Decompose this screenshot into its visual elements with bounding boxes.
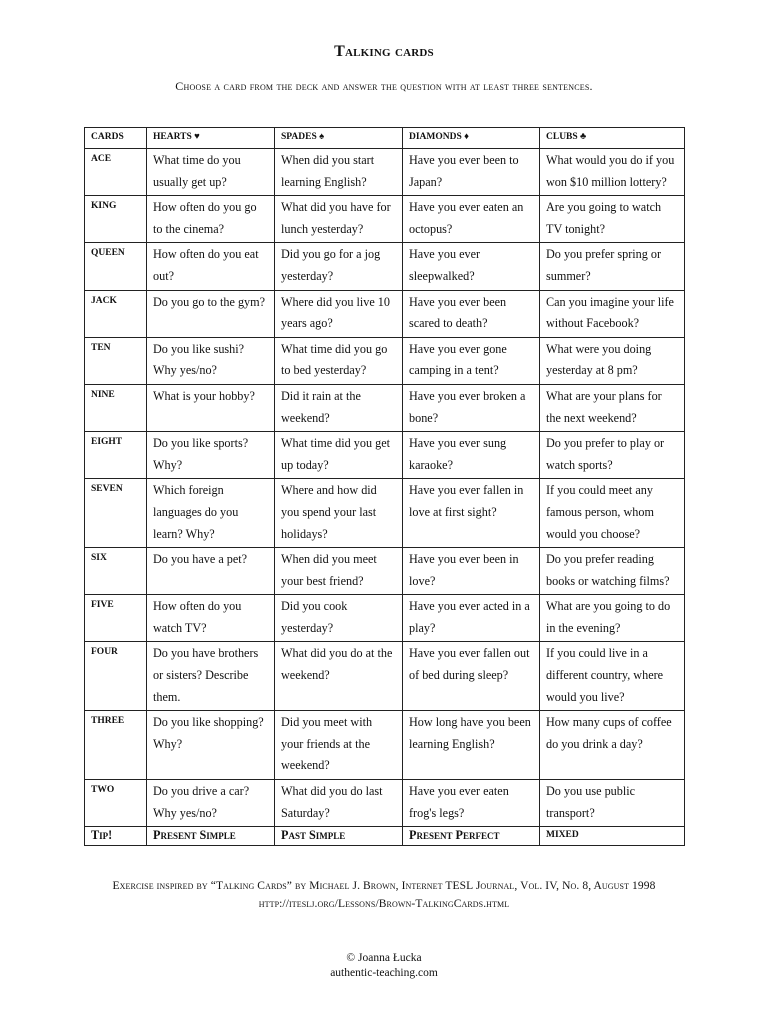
question-cell: Can you imagine your life without Facebook?	[540, 290, 685, 337]
talking-cards-table	[84, 127, 685, 846]
question-cell: How often do you eat out?	[147, 243, 275, 290]
rank-label: FOUR	[85, 642, 147, 711]
question-cell: What did you have for lunch yesterday?	[275, 196, 403, 243]
question-cell: Where and how did you spend your last holidays?	[275, 479, 403, 548]
question-cell: What were you doing yesterday at 8 pm?	[540, 337, 685, 384]
question-cell: Are you going to watch TV tonight?	[540, 196, 685, 243]
rank-label: KING	[85, 196, 147, 243]
question-cell: Do you have a pet?	[147, 548, 275, 595]
question-cell: Where did you live 10 years ago?	[275, 290, 403, 337]
table-row	[85, 642, 685, 711]
rank-label: EIGHT	[85, 432, 147, 479]
question-cell: Do you like shopping? Why?	[147, 711, 275, 780]
question-cell: What is your hobby?	[147, 384, 275, 431]
source-citation: Exercise inspired by “Talking Cards” by Michael J. Brown, Internet TESL Journal, Vol. IV, No. 8, August 1998	[112, 880, 656, 892]
tense-clubs: MIXED	[540, 827, 685, 846]
question-cell: Have you ever sleepwalked?	[403, 243, 540, 290]
question-cell: Do you like sports? Why?	[147, 432, 275, 479]
source-url: http://iteslj.org/Lessons/Brown-TalkingCards.html	[258, 898, 510, 910]
question-cell: What did you do at the weekend?	[275, 642, 403, 711]
rank-label: TWO	[85, 780, 147, 827]
question-cell: What time did you get up today?	[275, 432, 403, 479]
table-row	[85, 711, 685, 780]
instructions: Choose a card from the deck and answer the question with at least three sentences.	[175, 79, 593, 93]
table-row	[85, 149, 685, 196]
question-cell: When did you start learning English?	[275, 149, 403, 196]
header-spades: SPADES ♠	[275, 128, 403, 149]
table-row	[85, 337, 685, 384]
question-cell: What time did you go to bed yesterday?	[275, 337, 403, 384]
question-cell: Do you prefer to play or watch sports?	[540, 432, 685, 479]
rank-label: QUEEN	[85, 243, 147, 290]
tense-spades: Past Simple	[275, 827, 403, 846]
question-cell: Do you prefer spring or summer?	[540, 243, 685, 290]
question-cell: Which foreign languages do you learn? Why?	[147, 479, 275, 548]
rank-label: NINE	[85, 384, 147, 431]
table-row	[85, 196, 685, 243]
question-cell: Do you have brothers or sisters? Describe them.	[147, 642, 275, 711]
question-cell: What time do you usually get up?	[147, 149, 275, 196]
question-cell: Do you use public transport?	[540, 780, 685, 827]
question-cell: Have you ever fallen in love at first sight?	[403, 479, 540, 548]
rank-label: FIVE	[85, 595, 147, 642]
table-row	[85, 432, 685, 479]
question-cell: Do you go to the gym?	[147, 290, 275, 337]
question-cell: Have you ever acted in a play?	[403, 595, 540, 642]
rank-label: SIX	[85, 548, 147, 595]
question-cell: Did you meet with your friends at the weekend?	[275, 711, 403, 780]
question-cell: Did you cook yesterday?	[275, 595, 403, 642]
question-cell: Do you drive a car? Why yes/no?	[147, 780, 275, 827]
table-header-row	[85, 128, 685, 149]
header-hearts: HEARTS ♥	[147, 128, 275, 149]
table-row	[85, 290, 685, 337]
question-cell: Do you like sushi? Why yes/no?	[147, 337, 275, 384]
tense-diamonds: Present Perfect	[403, 827, 540, 846]
table-row	[85, 595, 685, 642]
table-row	[85, 780, 685, 827]
question-cell: How long have you been learning English?	[403, 711, 540, 780]
website: authentic-teaching.com	[330, 967, 438, 979]
question-cell: What would you do if you won $10 million lottery?	[540, 149, 685, 196]
rank-label: THREE	[85, 711, 147, 780]
question-cell: When did you meet your best friend?	[275, 548, 403, 595]
table-row	[85, 479, 685, 548]
page-title: Talking cards	[334, 43, 434, 60]
question-cell: Did it rain at the weekend?	[275, 384, 403, 431]
header-cards: CARDS	[85, 128, 147, 149]
question-cell: If you could live in a different country, where would you live?	[540, 642, 685, 711]
question-cell: Have you ever been in love?	[403, 548, 540, 595]
question-cell: Do you prefer reading books or watching films?	[540, 548, 685, 595]
rank-label: TEN	[85, 337, 147, 384]
rank-label: SEVEN	[85, 479, 147, 548]
question-cell: Have you ever eaten an octopus?	[403, 196, 540, 243]
question-cell: Have you ever sung karaoke?	[403, 432, 540, 479]
question-cell: What did you do last Saturday?	[275, 780, 403, 827]
question-cell: What are your plans for the next weekend?	[540, 384, 685, 431]
copyright: © Joanna Łucka	[346, 952, 422, 964]
tip-label: Tip!	[85, 827, 147, 846]
question-cell: Have you ever fallen out of bed during sleep?	[403, 642, 540, 711]
question-cell: Did you go for a jog yesterday?	[275, 243, 403, 290]
rank-label: JACK	[85, 290, 147, 337]
question-cell: How often do you go to the cinema?	[147, 196, 275, 243]
question-cell: Have you ever eaten frog's legs?	[403, 780, 540, 827]
question-cell: How often do you watch TV?	[147, 595, 275, 642]
table-row	[85, 548, 685, 595]
question-cell: Have you ever gone camping in a tent?	[403, 337, 540, 384]
question-cell: What are you going to do in the evening?	[540, 595, 685, 642]
tense-hearts: Present Simple	[147, 827, 275, 846]
question-cell: If you could meet any famous person, whom would you choose?	[540, 479, 685, 548]
header-diamonds: DIAMONDS ♦	[403, 128, 540, 149]
question-cell: Have you ever been to Japan?	[403, 149, 540, 196]
question-cell: How many cups of coffee do you drink a day?	[540, 711, 685, 780]
table-row	[85, 243, 685, 290]
rank-label: ACE	[85, 149, 147, 196]
question-cell: Have you ever been scared to death?	[403, 290, 540, 337]
tip-row	[85, 827, 685, 846]
header-clubs: CLUBS ♣	[540, 128, 685, 149]
question-cell: Have you ever broken a bone?	[403, 384, 540, 431]
table-row	[85, 384, 685, 431]
